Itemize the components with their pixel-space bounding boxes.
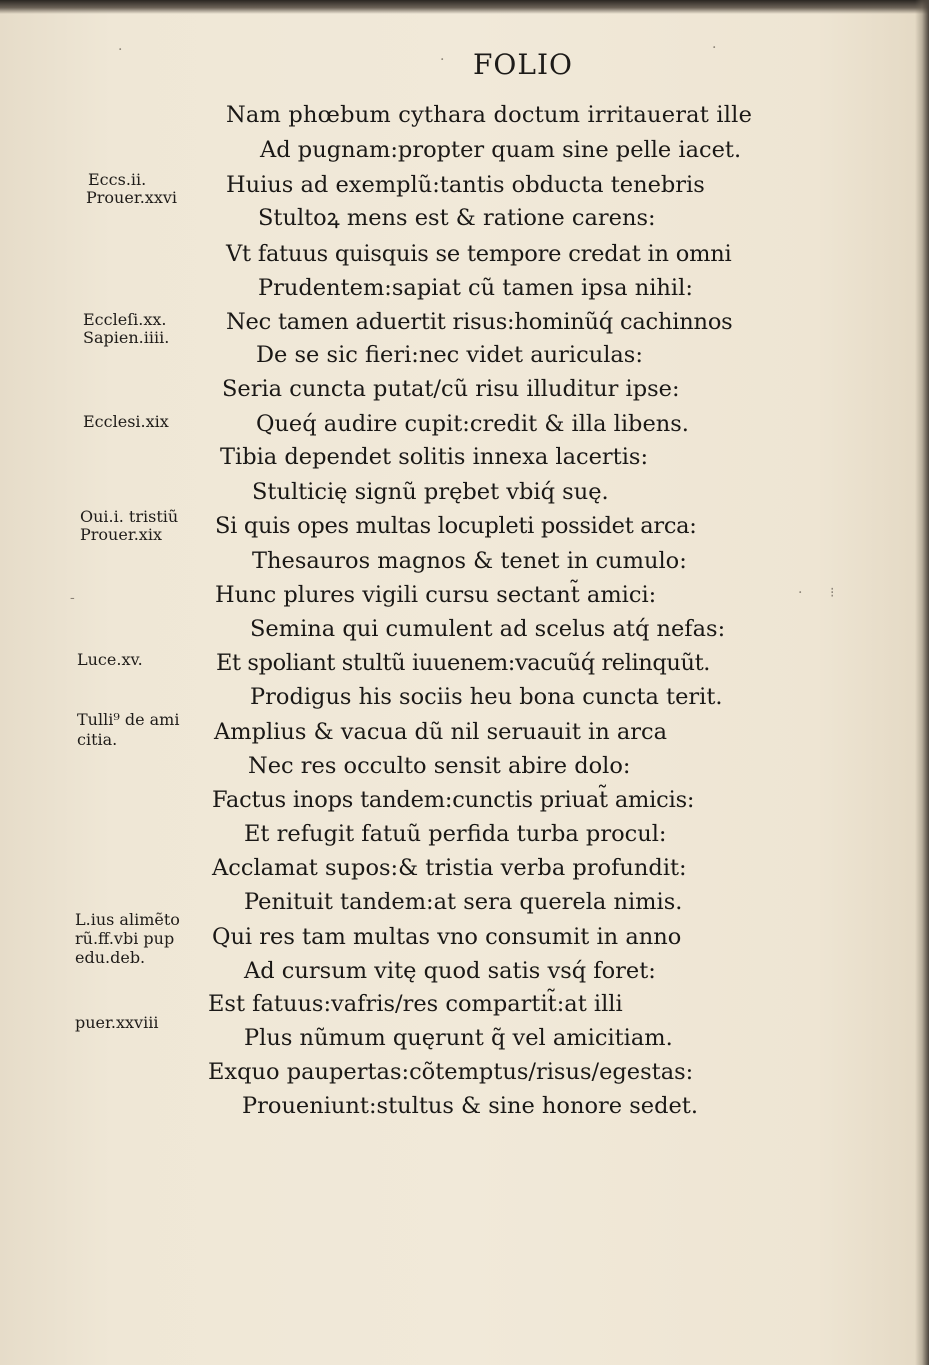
verse-line-12: Stulticię signũ prębet vbiq́ suę. [252,479,609,505]
verse-line-18: Prodigus his sociis heu bona cuncta terit. [250,684,723,710]
verse-line-11: Tibia dependet solitis innexa lacertis: [220,444,649,470]
margin-note-9: Tulli⁹ de ami [77,710,180,729]
verse-line-24: Penituit tandem:at sera querela nimis. [244,889,683,915]
verse-line-8: De se sic fieri:nec videt auriculas: [256,342,643,368]
margin-note-4: Sapien.iiii. [83,328,170,347]
verse-line-9: Seria cuncta putat/cũ risu illuditur ipse: [222,376,680,402]
verse-line-2: Ad pugnam:propter quam sine pelle iacet. [260,137,742,163]
margin-note-1: Eccs.ii. [88,170,147,189]
verse-line-27: Est fatuus:vafris/res compartit̃:at illi [208,991,623,1017]
verse-line-19: Amplius & vacua dũ nil seruauit in arca [214,719,668,745]
margin-note-13: edu.deb. [75,948,146,967]
margin-note-7: Prouer.xix [80,525,162,544]
margin-note-8: Luce.xv. [77,650,143,669]
verse-line-7: Nec tamen aduertit risus:hominũq́ cachinnos [226,309,733,335]
margin-note-5: Ecclesi.xix [83,412,169,431]
margin-note-3: Eccleſi.xx. [83,310,167,329]
verse-line-29: Exquo paupertas:cõtemptus/risus/egestas: [208,1059,694,1085]
margin-note-6: Oui.i. tristiũ [80,507,179,526]
verse-line-15: Hunc plures vigili cursu sectant̃ amici: [215,582,657,608]
verse-line-17: Et spoliant stultũ iuuenem:vacuũq́ relinquũt. [216,650,710,676]
paper-speck: - [70,590,75,606]
verse-line-4: Stultoꝝ mens est & ratione carens: [258,205,656,231]
verse-line-16: Semina qui cumulent ad scelus atq́ nefas: [250,616,726,642]
verse-line-20: Nec res occulto sensit abire dolo: [248,753,631,779]
margin-note-12: rũ.ff.vbi pup [75,929,175,948]
verse-line-25: Qui res tam multas vno consumit in anno [212,924,682,950]
verse-line-28: Plus nũmum quęrunt q̃ vel amicitiam. [244,1025,673,1051]
paper-speck: ⁝ [830,585,835,601]
paper-speck: · [440,52,445,68]
verse-line-26: Ad cursum vitę quod satis vsq́ foret: [244,958,656,984]
margin-note-2: Prouer.xxvi [86,188,177,207]
verse-line-22: Et refugit fatuũ perfida turba procul: [244,821,667,847]
verse-line-21: Factus inops tandem:cunctis priuat̃ amicis: [212,787,695,813]
verse-line-23: Acclamat supos:& tristia verba profundit: [212,855,687,881]
verse-line-1: Nam phœbum cythara doctum irritauerat ille [226,102,753,128]
verse-line-3: Huius ad exemplũ:tantis obducta tenebris [226,172,705,198]
folio-header: FOLIO [473,48,573,81]
verse-line-13: Si quis opes multas locupleti possidet arca: [215,513,697,539]
paper-speck: · [118,42,123,58]
margin-note-10: citia. [77,730,118,749]
verse-line-5: Vt fatuus quisquis se tempore credat in omni [226,241,732,267]
verse-line-14: Thesauros magnos & tenet in cumulo: [252,548,687,574]
margin-note-14: puer.xxviii [75,1013,159,1032]
margin-note-11: L.ius alimẽto [75,910,180,929]
verse-line-6: Prudentem:sapiat cũ tamen ipsa nihil: [258,275,693,301]
paper-speck: · [712,40,717,56]
paper-speck: · [798,585,803,601]
verse-line-30: Proueniunt:stultus & sine honore sedet. [242,1093,698,1119]
verse-line-10: Queq́ audire cupit:credit & illa libens. [256,411,689,437]
